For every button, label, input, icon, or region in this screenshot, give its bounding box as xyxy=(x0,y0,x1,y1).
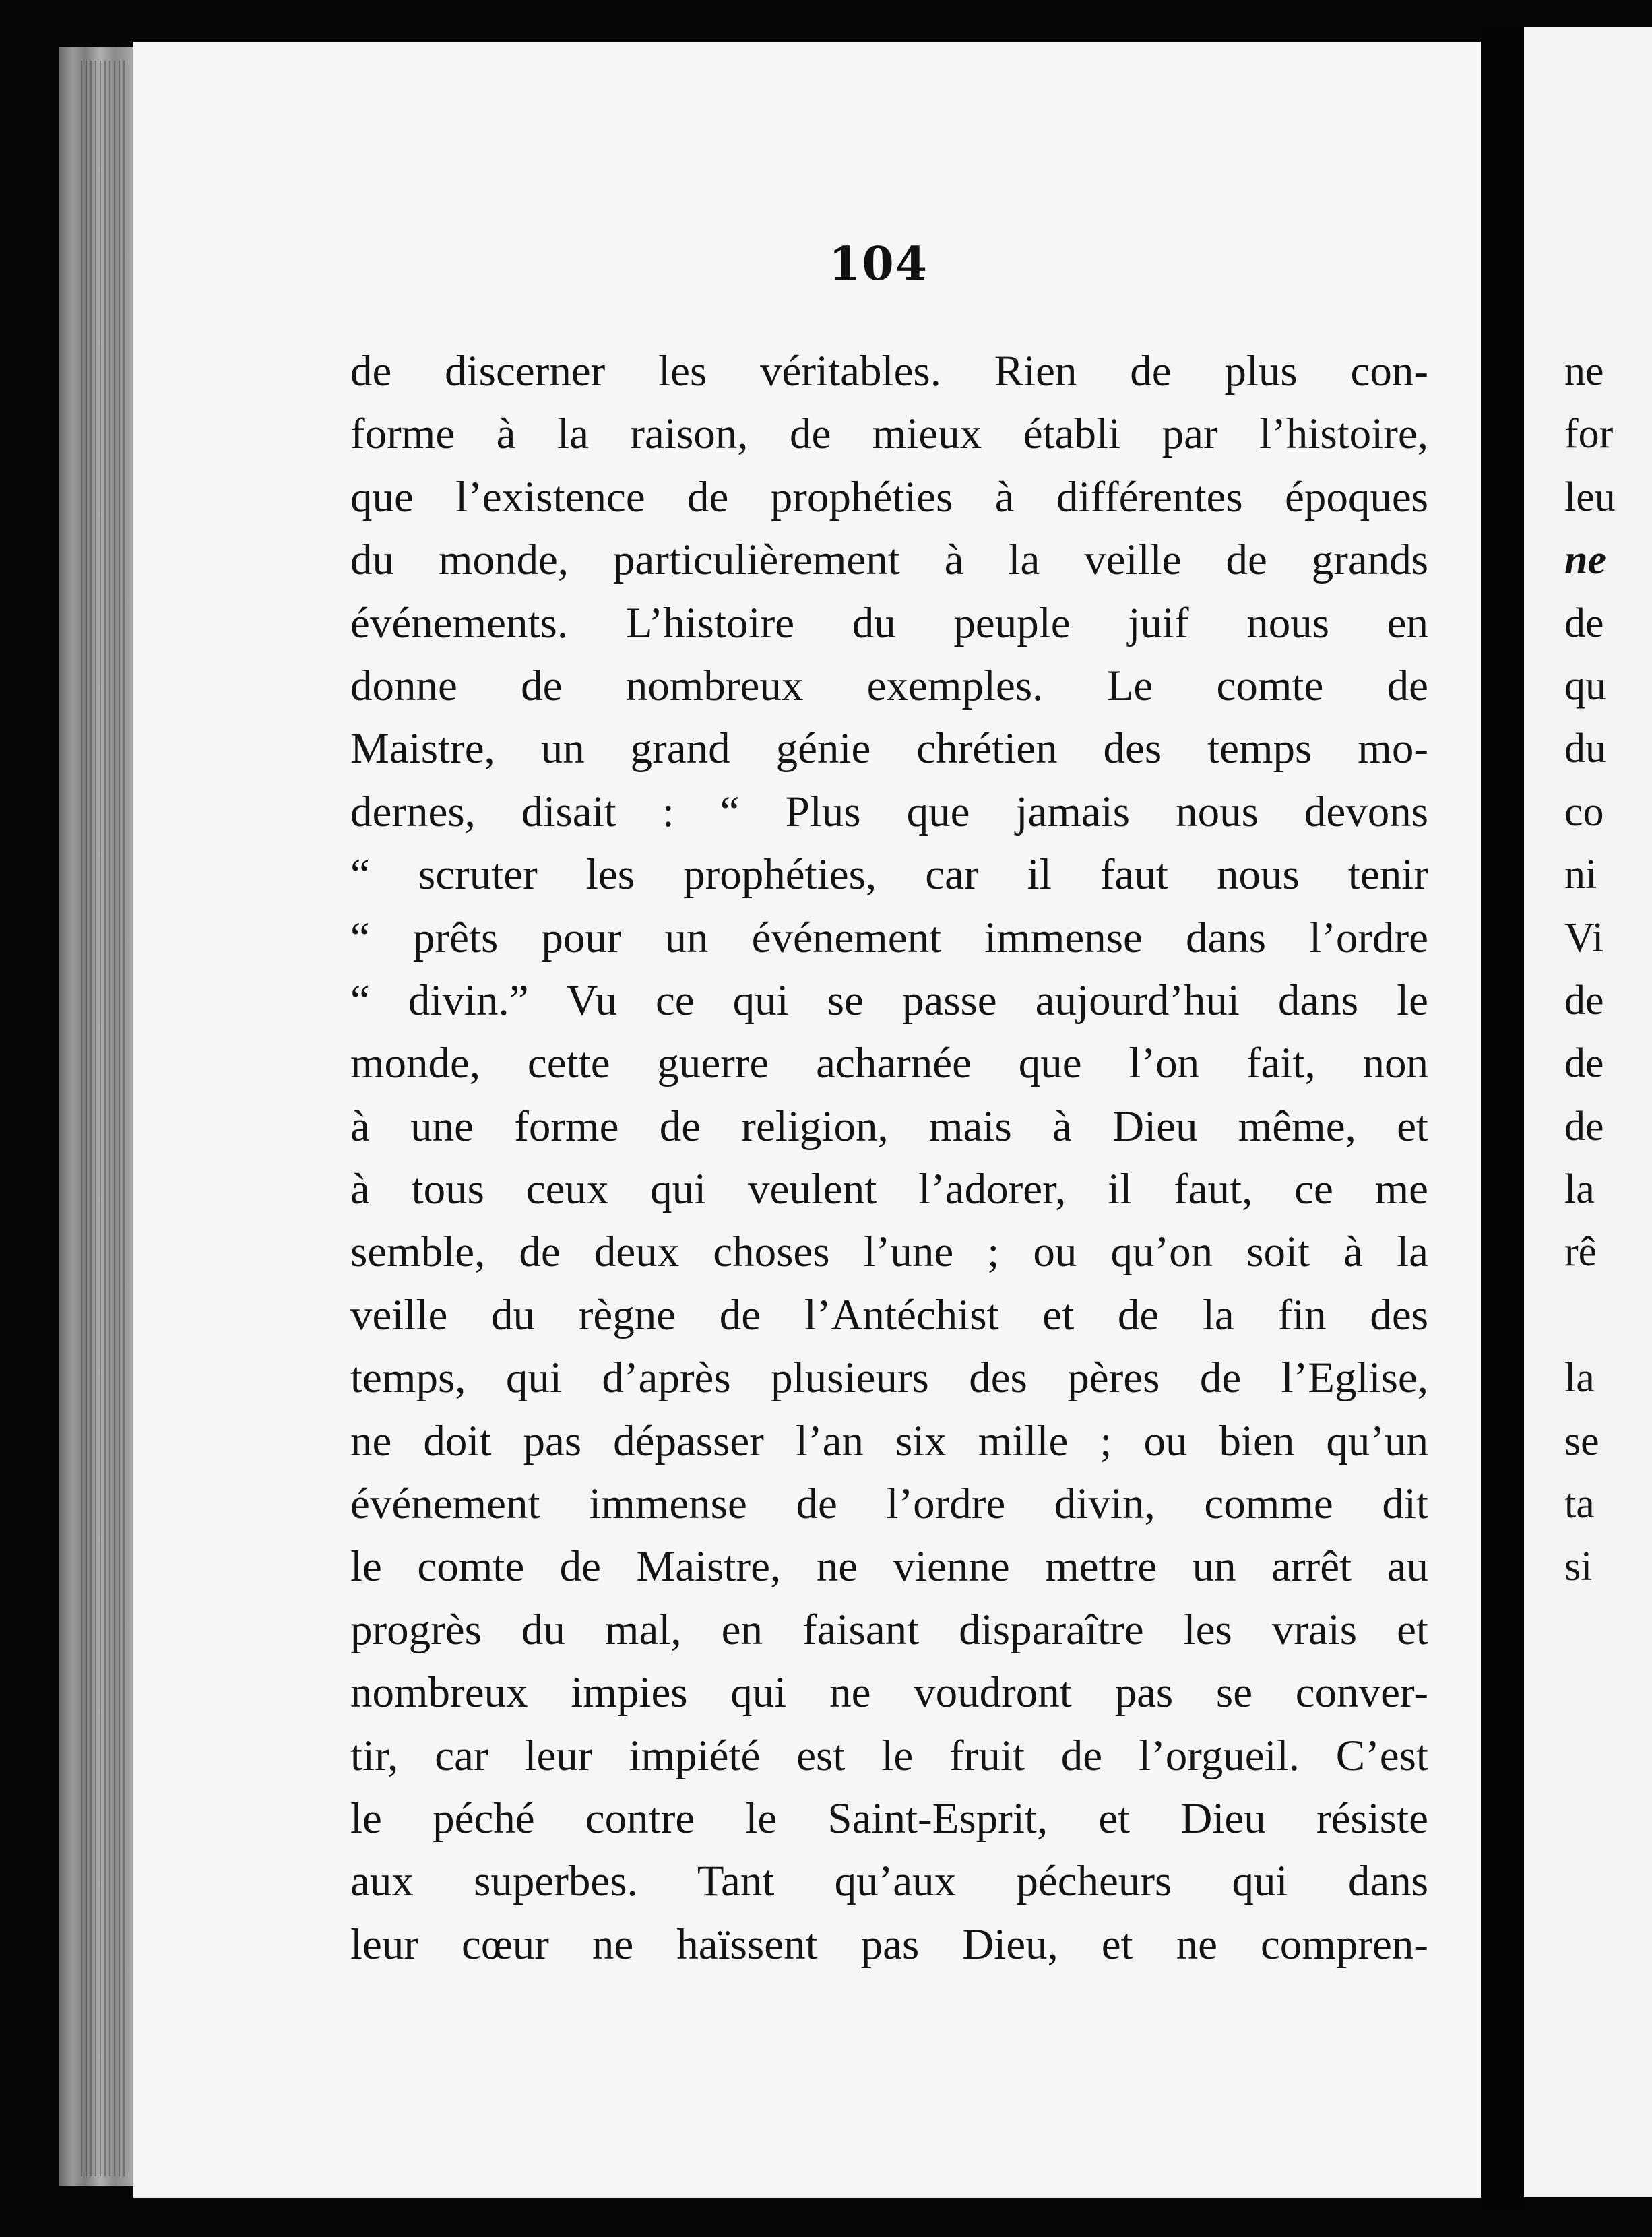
text-line: événement immense de l’ordre divin, comme dit xyxy=(350,1480,1428,1529)
text-line: monde, cette guerre acharnée que l’on fait, non xyxy=(350,1039,1428,1088)
text-line: ne doit pas dépasser l’an six mille ; ou bien qu’un xyxy=(350,1416,1428,1466)
facing-fragment: for xyxy=(1564,411,1614,458)
facing-fragment: rê xyxy=(1564,1229,1597,1275)
body-text xyxy=(350,340,1428,1976)
facing-fragment: ni xyxy=(1564,852,1597,898)
text-line: progrès du mal, en faisant disparaître les vrais et xyxy=(350,1605,1428,1654)
facing-fragment: la xyxy=(1564,1166,1595,1213)
text-line: veille du règne de l’Antéchist et de la fin des xyxy=(350,1290,1428,1340)
text-line: “ divin.” Vu ce qui se passe aujourd’hui dans le xyxy=(350,976,1428,1025)
facing-fragment: de xyxy=(1564,977,1604,1023)
text-line: donne de nombreux exemples. Le comte de xyxy=(350,661,1428,710)
facing-fragment: co xyxy=(1564,788,1604,835)
facing-paragraph-gap xyxy=(1564,1284,1652,1347)
text-line: “ prêts pour un événement immense dans l’ordre xyxy=(350,913,1428,962)
facing-fragment: de xyxy=(1564,600,1604,646)
facing-fragment: Vi xyxy=(1564,914,1604,961)
text-line: semble, de deux choses l’une ; ou qu’on soit à la xyxy=(350,1228,1428,1277)
facing-fragment: se xyxy=(1564,1418,1599,1464)
facing-fragment: la xyxy=(1564,1355,1595,1401)
page-number: 104 xyxy=(829,237,928,291)
book-fore-edge-texture xyxy=(81,61,128,2176)
facing-fragment: de xyxy=(1564,1040,1604,1087)
text-line: dernes, disait : “ Plus que jamais nous devons xyxy=(350,787,1428,836)
text-line: leur cœur ne haïssent pas Dieu, et ne compren- xyxy=(350,1920,1428,1969)
text-line: événements. L’histoire du peuple juif nous en xyxy=(350,598,1428,648)
facing-page-text-fragments xyxy=(1564,340,1652,1599)
facing-fragment: si xyxy=(1564,1544,1593,1590)
facing-fragment: leu xyxy=(1564,474,1616,520)
text-line: tir, car leur impiété est le fruit de l’orgueil. C’est xyxy=(350,1731,1428,1780)
text-line: forme à la raison, de mieux établi par l’histoire, xyxy=(350,410,1428,459)
text-line: le comte de Maistre, ne vienne mettre un arrêt au xyxy=(350,1542,1428,1592)
text-line: à tous ceux qui veulent l’adorer, il faut, ce me xyxy=(350,1165,1428,1214)
text-line: nombreux impies qui ne voudront pas se conver- xyxy=(350,1668,1428,1718)
text-line: que l’existence de prophéties à différentes époques xyxy=(350,472,1428,522)
facing-fragment: ta xyxy=(1564,1481,1595,1527)
text-line: Maistre, un grand génie chrétien des temps mo- xyxy=(350,724,1428,774)
text-line: “ scruter les prophéties, car il faut nous tenir xyxy=(350,850,1428,900)
text-line: aux superbes. Tant qu’aux pécheurs qui dans xyxy=(350,1857,1428,1906)
page-gutter xyxy=(1481,27,1524,2210)
facing-fragment: ne xyxy=(1564,348,1604,394)
facing-fragment: de xyxy=(1564,1103,1604,1149)
text-line: le péché contre le Saint-Esprit, et Dieu résiste xyxy=(350,1794,1428,1843)
text-line: de discerner les véritables. Rien de plus con- xyxy=(350,347,1428,396)
facing-fragment: du xyxy=(1564,726,1606,772)
text-line: à une forme de religion, mais à Dieu même, et xyxy=(350,1102,1428,1151)
facing-fragment: qu xyxy=(1564,662,1606,709)
facing-fragment: ne xyxy=(1564,537,1606,584)
text-line: du monde, particulièrement à la veille de grands xyxy=(350,536,1428,585)
text-line: temps, qui d’après plusieurs des pères de l’Eglise, xyxy=(350,1354,1428,1403)
